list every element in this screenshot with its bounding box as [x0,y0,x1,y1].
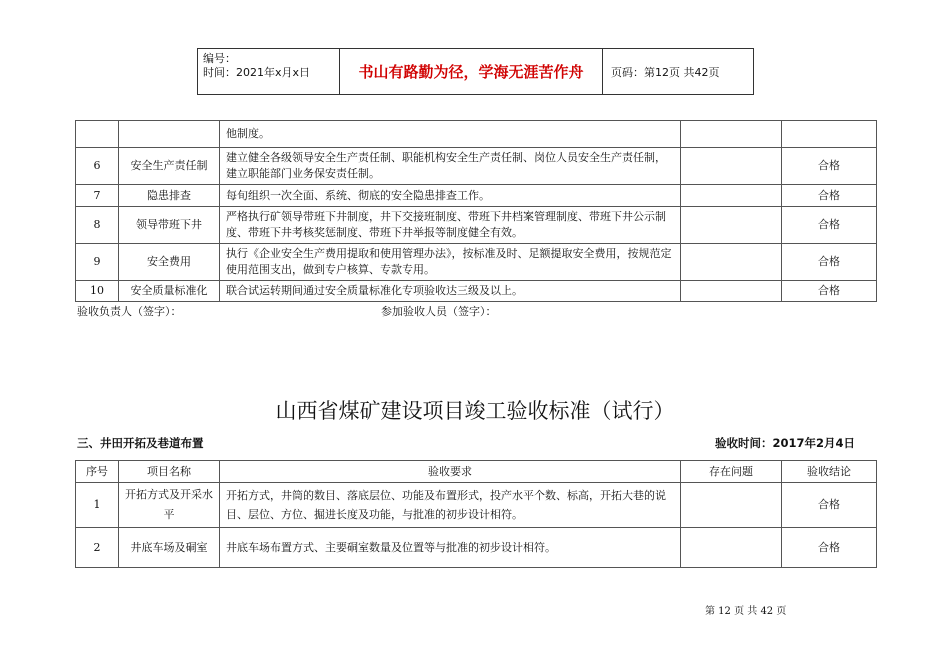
row-name: 安全费用 [119,244,220,281]
row-result: 合格 [782,185,877,207]
row-issue [681,121,782,148]
row-name: 领导带班下井 [119,207,220,244]
row-requirement: 严格执行矿领导带班下井制度，井下交接班制度、带班下井档案管理制度、带班下井公示制度、带班下井考核奖惩制度、带班下井举报等制度健全有效。 [220,207,681,244]
table-header-row [76,461,877,483]
row-issue [681,483,782,528]
row-no: 6 [76,148,119,185]
header-name: 项目名称 [119,461,220,483]
row-no [76,121,119,148]
row-requirement: 联合试运转期间通过安全质量标准化专项验收达三级及以上。 [220,281,681,302]
row-result: 合格 [782,244,877,281]
row-issue [681,207,782,244]
row-no: 8 [76,207,119,244]
row-name: 井底车场及硐室 [119,528,220,568]
acceptance-table [75,460,877,568]
table-row [76,121,877,148]
row-issue [681,528,782,568]
row-issue [681,148,782,185]
header-page-label: 页码：第12页 共42页 [611,66,720,79]
header-result: 验收结论 [782,461,877,483]
header-motto: 书山有路勤为径，学海无涯苦作舟 [340,49,603,94]
row-name: 安全生产责任制 [119,148,220,185]
row-no: 9 [76,244,119,281]
row-result [782,121,877,148]
section-title: 三、井田开拓及巷道布置 [77,436,204,450]
row-requirement: 执行《企业安全生产费用提取和使用管理办法》，按标准及时、足额提取安全费用，按规范定使用范围支出，做到专户核算、专款专用。 [220,244,681,281]
header-no: 序号 [76,461,119,483]
row-requirement: 他制度。 [220,121,681,148]
page-footer: 第 12 页 共 42 页 [705,606,787,617]
row-name [119,121,220,148]
row-requirement: 每旬组织一次全面、系统、彻底的安全隐患排查工作。 [220,185,681,207]
header-requirement: 验收要求 [220,461,681,483]
acceptance-table-continued [75,120,877,302]
participants-signature-label: 参加验收人员（签字）： [381,305,497,318]
table-row [76,244,877,281]
row-issue [681,185,782,207]
table-row [76,207,877,244]
row-no: 7 [76,185,119,207]
header-meta [198,49,340,94]
row-issue [681,244,782,281]
row-requirement: 开拓方式，井筒的数目、落底层位、功能及布置形式，投产水平个数、标高，开拓大巷的说目、层位、方位、掘进长度及功能，与批准的初步设计相符。 [220,483,681,528]
row-requirement: 建立健全各级领导安全生产责任制、职能机构安全生产责任制、岗位人员安全生产责任制，建立职能部门业务保安责任制。 [220,148,681,185]
row-no: 1 [76,483,119,528]
row-result: 合格 [782,281,877,302]
row-requirement: 井底车场布置方式、主要硐室数量及位置等与批准的初步设计相符。 [220,528,681,568]
table-row [76,483,877,528]
time-label: 时间：2021年x月x日 [203,66,311,79]
row-result: 合格 [782,148,877,185]
row-result: 合格 [782,207,877,244]
table-row [76,528,877,568]
document-title: 山西省煤矿建设项目竣工验收标准（试行） [275,399,675,423]
table-row [76,148,877,185]
row-name: 开拓方式及开采水平 [119,483,220,528]
row-no: 10 [76,281,119,302]
header-issue: 存在问题 [681,461,782,483]
table-row [76,281,877,302]
acceptance-date: 验收时间：2017年2月4日 [715,436,856,450]
row-name: 安全质量标准化 [119,281,220,302]
serial-label: 编号： [203,52,236,65]
row-name: 隐患排查 [119,185,220,207]
row-result: 合格 [782,528,877,568]
row-no: 2 [76,528,119,568]
page-header [197,48,754,95]
row-result: 合格 [782,483,877,528]
row-issue [681,281,782,302]
leader-signature-label: 验收负责人（签字）： [77,305,182,318]
table-row [76,185,877,207]
